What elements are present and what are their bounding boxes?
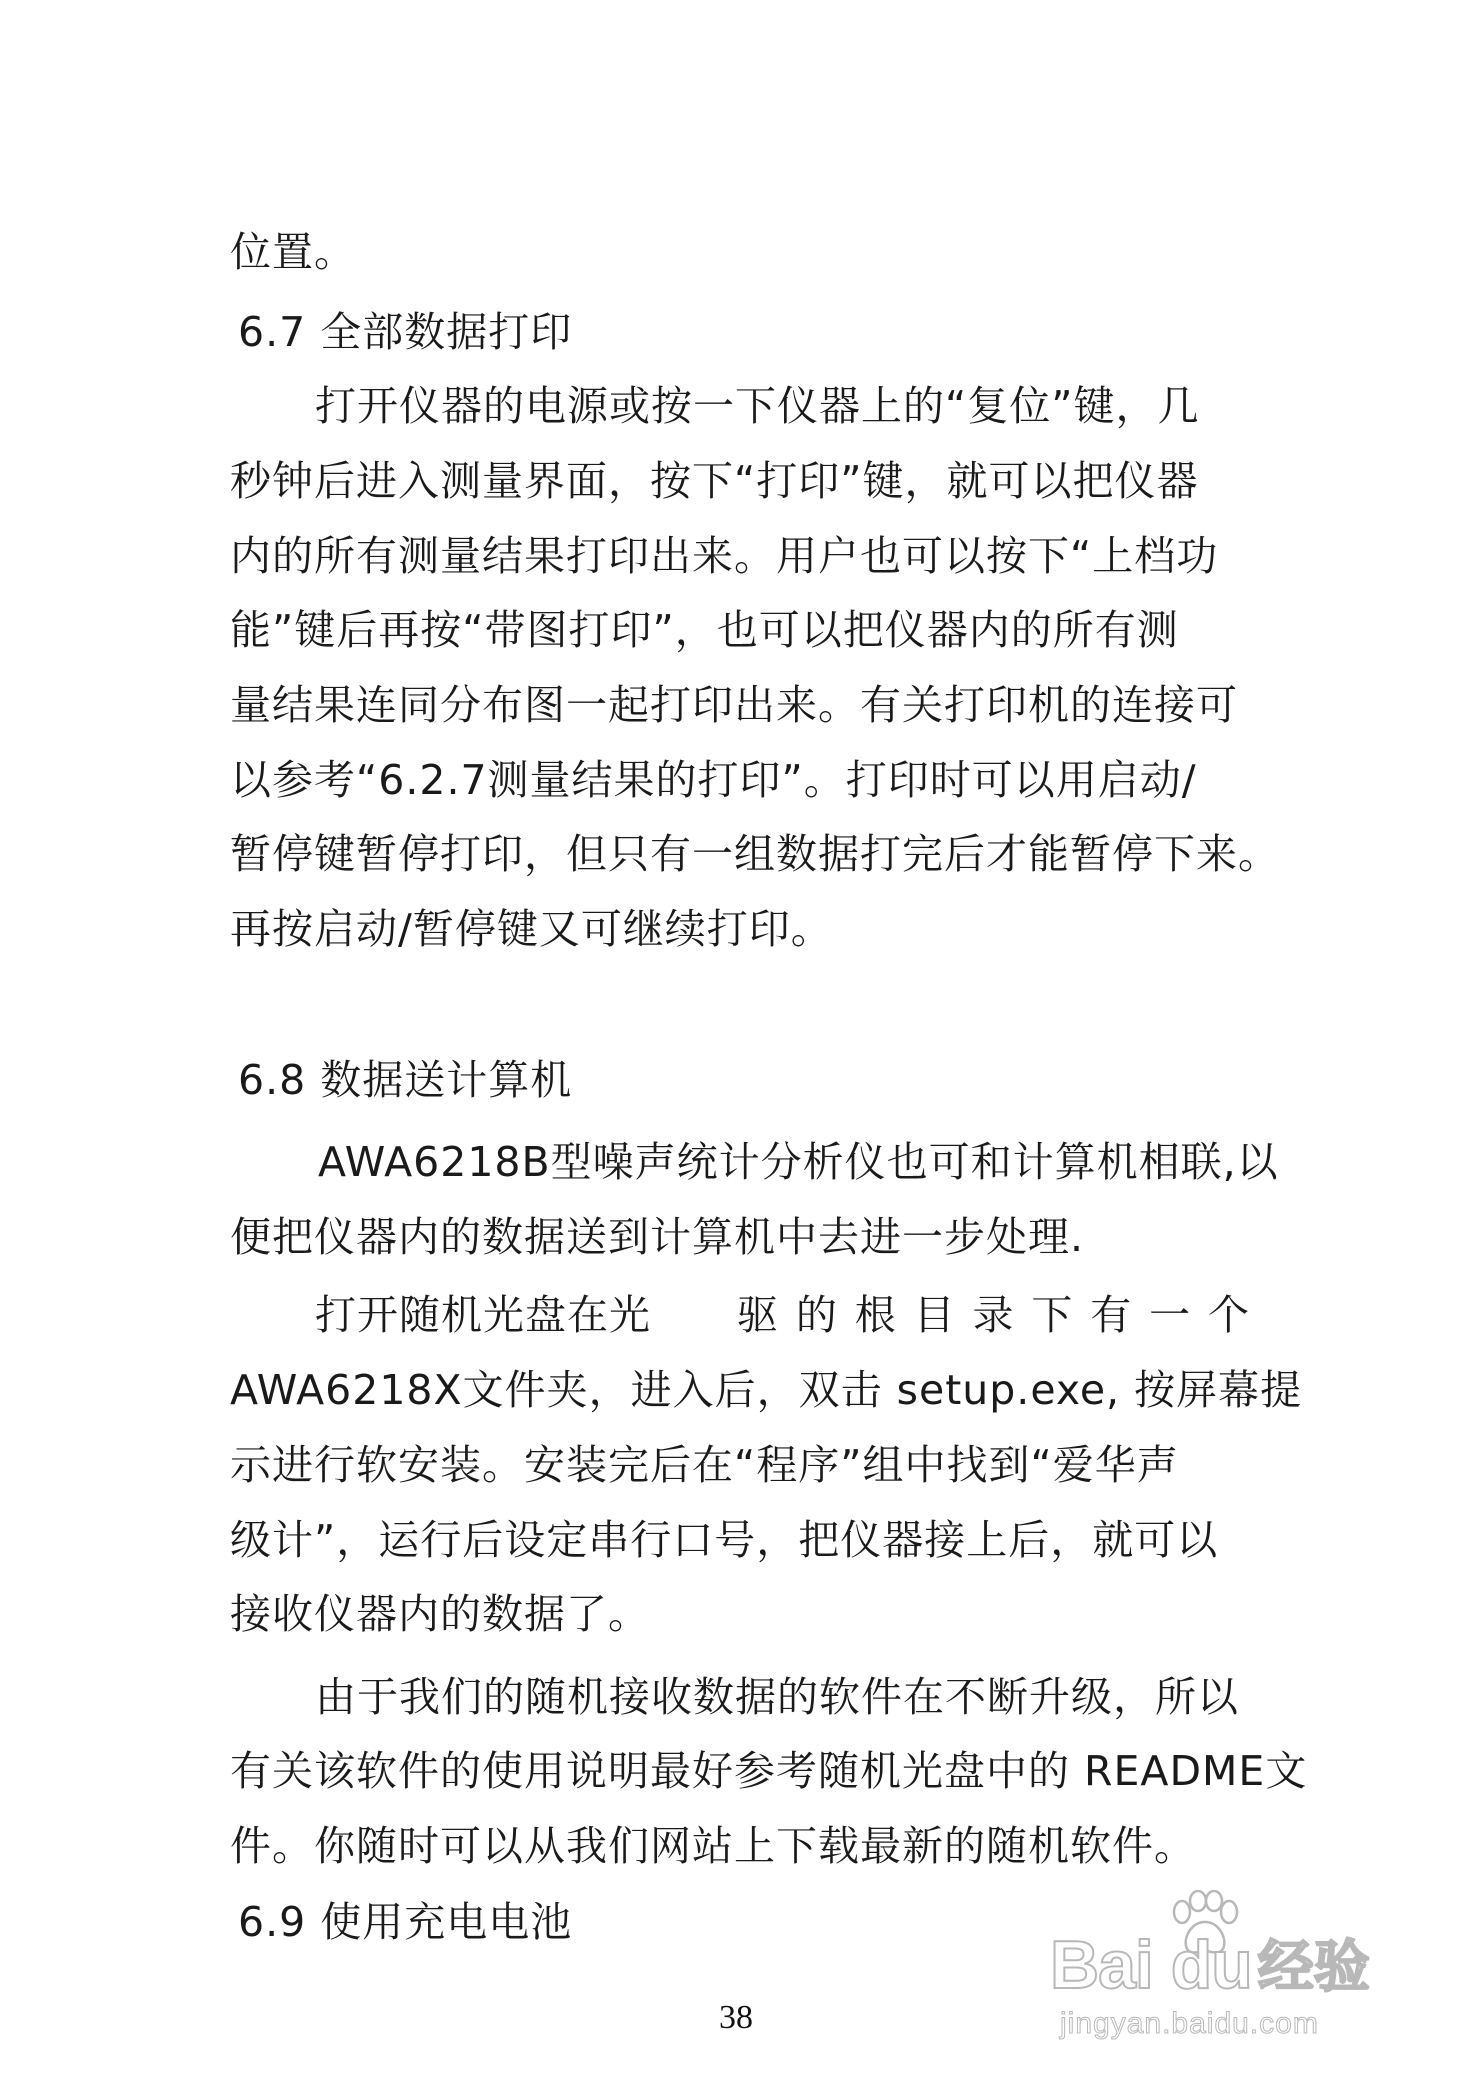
text-line: 能”键后再按“带图打印”，也可以把仪器内的所有测 [230,606,1179,654]
text-line: 接收仪器内的数据了。 [230,1590,650,1638]
text-line: 件。你随时可以从我们网站上下载最新的随机软件。 [230,1822,1196,1870]
text-line: 以参考“6.2.7测量结果的打印”。打印时可以用启动/ [230,756,1197,804]
character: 有 [1090,1291,1133,1339]
character: 的 [795,1291,838,1339]
watermark-brand-row [1050,1927,1370,2003]
watermark-product: 经验 [1257,1935,1370,1998]
text-line: 示进行软安装。安装完后在“程序”组中找到“爱华声 [230,1441,1179,1489]
text-line: 有关该软件的使用说明最好参考随机光盘中的 README文 [230,1747,1308,1795]
character: 录 [972,1291,1015,1339]
character: 个 [1208,1291,1250,1339]
character: 目 [913,1291,956,1339]
character: 一 [1149,1291,1192,1339]
page-number: 38 [719,1999,753,2036]
section-heading-6-7: 6.7 全部数据打印 [238,308,573,356]
watermark-url: jingyan.baidu.com [1060,2007,1319,2040]
text-line: 再按启动/暂停键又可继续打印。 [230,905,833,953]
section-heading-6-8: 6.8 数据送计算机 [238,1056,573,1104]
text-line: 便把仪器内的数据送到计算机中去进一步处理. [230,1213,1085,1261]
text-line: 暂停键暂停打印，但只有一组数据打完后才能暂停下来。 [230,830,1280,878]
text-line: 由于我们的随机接收数据的软件在不断升级，所以 [315,1673,1239,1721]
spaced-text-segment [737,1285,1250,1345]
character: 根 [854,1291,897,1339]
text-line: 位置。 [230,228,356,276]
watermark-brand: Bai du [1050,1927,1252,2003]
character: 下 [1031,1291,1074,1339]
section-heading-6-9: 6.9 使用充电电池 [238,1898,573,1946]
text-line: 打开仪器的电源或按一下仪器上的“复位”键，几 [315,382,1200,430]
text-line: 秒钟后进入测量界面，按下“打印”键，就可以把仪器 [230,457,1199,505]
text-line: 量结果连同分布图一起打印出来。有关打印机的连接可 [230,681,1238,729]
text-line: AWA6218B型噪声统计分析仪也可和计算机相联,以 [318,1138,1279,1186]
text-line: 级计”，运行后设定串行口号，把仪器接上后，就可以 [230,1516,1219,1564]
justified-text-line [230,1285,1250,1345]
text-segment: 打开随机光盘在光 [315,1291,651,1339]
text-line: AWA6218X文件夹，进入后，双击 setup.exe, 按屏幕提 [230,1366,1303,1414]
character: 驱 [737,1291,779,1339]
text-line: 内的所有测量结果打印出来。用户也可以按下“上档功 [230,532,1219,580]
